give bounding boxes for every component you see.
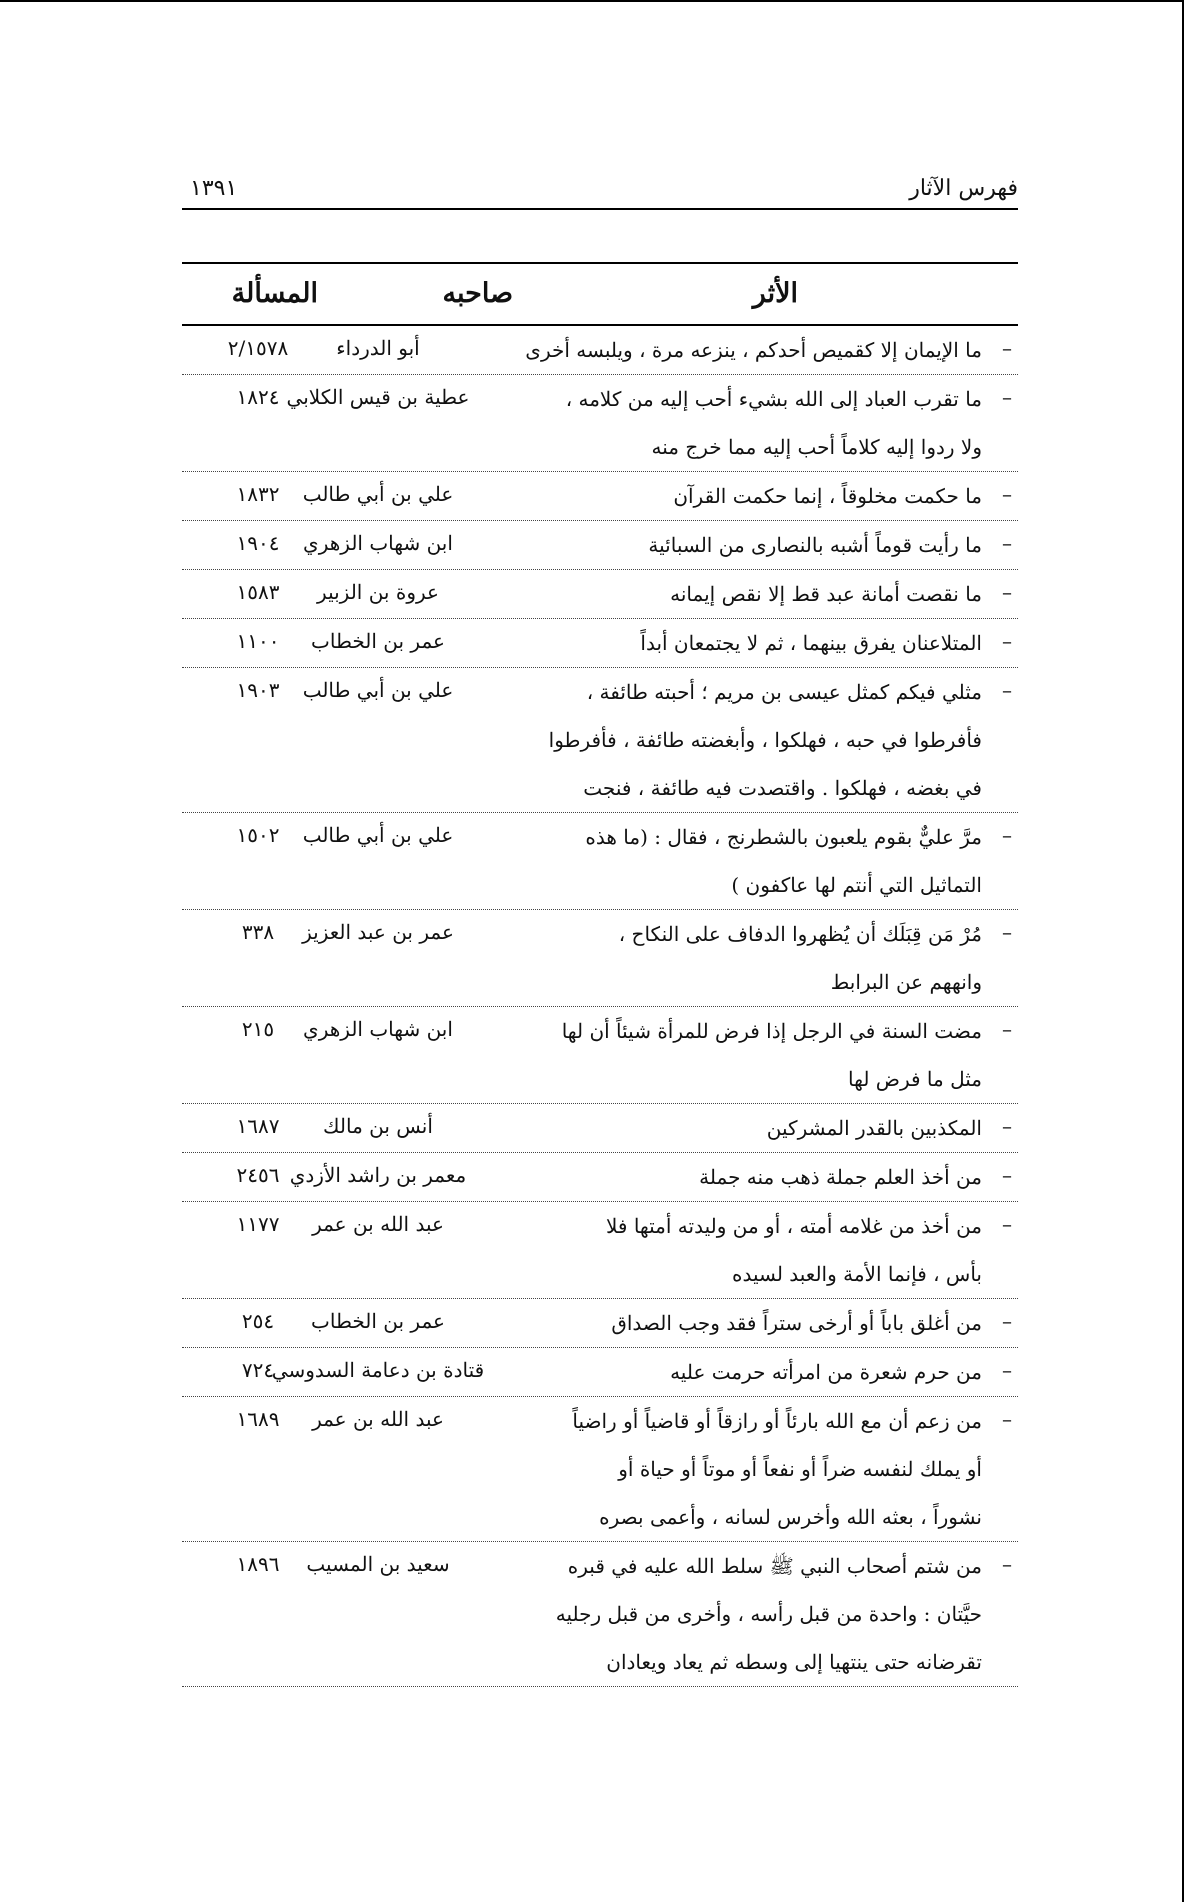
- row-bullet-dash: –: [1002, 678, 1012, 702]
- sahib-cell: علي بن أبي طالب: [302, 823, 454, 847]
- masala-cell: ٧٢٤: [241, 1358, 275, 1382]
- row-bullet-dash: –: [1002, 920, 1012, 944]
- sahib-cell: ابن شهاب الزهري: [303, 531, 453, 555]
- page-number: ١٣٩١: [190, 176, 238, 201]
- table-body: [182, 326, 1018, 1687]
- table-row: [182, 1104, 1018, 1153]
- athar-text: [562, 619, 982, 667]
- athar-text-line: التماثيل التي أنتم لها عاكفون ): [731, 873, 982, 897]
- sahib-cell: ابن شهاب الزهري: [303, 1017, 453, 1041]
- athar-text-line: فأفرطوا في حبه ، فهلكوا ، وأبغضته طائفة ، فأفرطوا: [548, 728, 982, 752]
- table-row: [182, 375, 1018, 472]
- athar-text-line: نشوراً ، بعثه الله وأخرس لسانه ، وأعمى بصره: [599, 1505, 982, 1529]
- athar-text-line: مثلي فيكم كمثل عيسى بن مريم ؛ أحبته طائفة ،: [586, 680, 982, 704]
- sahib-cell: قتادة بن دعامة السدوسي: [271, 1358, 485, 1382]
- athar-text-line: ولا ردوا إليه كلاماً أحب إليه مما خرج منه: [651, 435, 982, 459]
- table-row: [182, 1397, 1018, 1542]
- sahib-cell: عمر بن الخطاب: [311, 1309, 445, 1333]
- athar-text-line: المتلاعنان يفرق بينهما ، ثم لا يجتمعان أبداً: [640, 631, 982, 655]
- masala-cell: ٢٤٥٦: [236, 1163, 280, 1187]
- masala-cell: ١٨٩٦: [236, 1552, 280, 1576]
- athar-text-line: من أخذ من غلامه أمته ، أو من وليدته أمتها فلا: [605, 1214, 982, 1238]
- row-bullet-dash: –: [1002, 1309, 1012, 1333]
- table-row: [182, 472, 1018, 521]
- masala-cell: ٢١٥: [241, 1017, 275, 1041]
- sahib-cell: أبو الدرداء: [336, 336, 420, 360]
- table-row: [182, 619, 1018, 668]
- sahib-cell: علي بن أبي طالب: [302, 482, 454, 506]
- athar-text: [548, 668, 982, 812]
- athar-text: [525, 326, 982, 374]
- table-row: [182, 813, 1018, 910]
- row-bullet-dash: –: [1002, 531, 1012, 555]
- masala-cell: ١٥٨٣: [236, 580, 280, 604]
- row-bullet-dash: –: [1002, 482, 1012, 506]
- sahib-cell: عطية بن قيس الكلابي: [286, 385, 470, 409]
- athar-text-line: أو يملك لنفسه ضراً أو نفعاً أو موتاً أو حياة أو: [618, 1457, 982, 1481]
- table-row: [182, 1153, 1018, 1202]
- athar-text-line: حيَّتان : واحدة من قبل رأسه ، وأخرى من قبل رجليه: [555, 1602, 982, 1626]
- row-bullet-dash: –: [1002, 823, 1012, 847]
- athar-text: [562, 1007, 982, 1103]
- athar-text: [562, 1153, 982, 1201]
- row-bullet-dash: –: [1002, 336, 1012, 360]
- athar-text: [562, 1348, 982, 1396]
- row-bullet-dash: –: [1002, 629, 1012, 653]
- table-row: [182, 326, 1018, 375]
- masala-cell: ١٦٨٩: [236, 1407, 280, 1431]
- table-row: [182, 521, 1018, 570]
- sahib-cell: عمر بن الخطاب: [311, 629, 445, 653]
- athar-text-line: مضت السنة في الرجل إذا فرض للمرأة شيئاً أن لها: [561, 1019, 982, 1043]
- athar-text-line: مرَّ عليٌّ بقوم يلعبون بالشطرنج ، فقال : (ما هذه: [585, 825, 982, 849]
- masala-cell: ٢/١٥٧٨: [227, 336, 289, 360]
- athar-text-line: مثل ما فرض لها: [848, 1067, 982, 1091]
- athar-text: [562, 570, 982, 618]
- table-header: [182, 262, 1018, 326]
- table-row: [182, 1299, 1018, 1348]
- athar-text-line: من أخذ العلم جملة ذهب منه جملة: [699, 1165, 982, 1189]
- sahib-cell: سعيد بن المسيب: [306, 1552, 450, 1576]
- masala-cell: ١٦٨٧: [236, 1114, 280, 1138]
- column-header-sahib: صاحبه: [442, 278, 513, 309]
- masala-cell: ١١٧٧: [236, 1212, 280, 1236]
- athar-text: [562, 375, 982, 471]
- athar-text-line: ما تقرب العباد إلى الله بشيء أحب إليه من كلامه ،: [565, 387, 982, 411]
- athar-text: [562, 1299, 982, 1347]
- table-row: [182, 1348, 1018, 1397]
- athar-text-line: ما نقصت أمانة عبد قط إلا نقص إيمانه: [670, 582, 982, 606]
- row-bullet-dash: –: [1002, 1358, 1012, 1382]
- scan-top-border: [0, 0, 1184, 2]
- sahib-cell: عروة بن الزبير: [317, 580, 439, 604]
- athar-text-line: ما حكمت مخلوقاً ، إنما حكمت القرآن: [673, 484, 982, 508]
- index-table: [182, 262, 1018, 1687]
- row-bullet-dash: –: [1002, 580, 1012, 604]
- masala-cell: ١٨٢٤: [236, 385, 280, 409]
- athar-text-line: من أغلق باباً أو أرخى ستراً فقد وجب الصداق: [611, 1311, 982, 1335]
- athar-text-line: المكذبين بالقدر المشركين: [766, 1116, 982, 1140]
- row-bullet-dash: –: [1002, 385, 1012, 409]
- column-header-masala: المسألة: [231, 278, 318, 309]
- running-title: فهرس الآثار: [909, 176, 1018, 201]
- header-rule: [182, 208, 1018, 210]
- athar-text: [562, 521, 982, 569]
- table-row: [182, 668, 1018, 813]
- row-bullet-dash: –: [1002, 1552, 1012, 1576]
- athar-text: [555, 1542, 982, 1686]
- page-header: [182, 170, 1018, 210]
- masala-cell: ١١٠٠: [236, 629, 280, 653]
- athar-text-line: بأس ، فإنما الأمة والعبد لسيده: [731, 1262, 982, 1286]
- masala-cell: ١٩٠٣: [236, 678, 280, 702]
- row-bullet-dash: –: [1002, 1017, 1012, 1041]
- table-row: [182, 910, 1018, 1007]
- sahib-cell: عبد الله بن عمر: [312, 1407, 444, 1431]
- row-bullet-dash: –: [1002, 1407, 1012, 1431]
- athar-text-line: في بغضه ، فهلكوا . واقتصدت فيه طائفة ، فنجت: [583, 776, 982, 800]
- masala-cell: ٣٣٨: [241, 920, 275, 944]
- athar-text: [562, 1104, 982, 1152]
- sahib-cell: علي بن أبي طالب: [302, 678, 454, 702]
- athar-text-line: من شتم أصحاب النبي ﷺ سلط الله عليه في قبره: [567, 1554, 982, 1578]
- row-bullet-dash: –: [1002, 1212, 1012, 1236]
- athar-text-line: ما الإيمان إلا كقميص أحدكم ، ينزعه مرة ، ويلبسه أخرى: [525, 338, 982, 362]
- masala-cell: ١٥٠٢: [236, 823, 280, 847]
- column-header-athar: الأثر: [752, 278, 798, 309]
- athar-text: [562, 1202, 982, 1298]
- sahib-cell: أنس بن مالك: [323, 1114, 433, 1138]
- athar-text-line: وانههم عن البرابط: [830, 970, 982, 994]
- athar-text: [562, 813, 982, 909]
- athar-text-line: ما رأيت قوماً أشبه بالنصارى من السبائية: [648, 533, 982, 557]
- row-bullet-dash: –: [1002, 1114, 1012, 1138]
- sahib-cell: عبد الله بن عمر: [312, 1212, 444, 1236]
- row-bullet-dash: –: [1002, 1163, 1012, 1187]
- athar-text-line: مُرْ مَن قِبَلَك أن يُظهروا الدفاف على النكاح ،: [618, 922, 982, 946]
- table-row: [182, 570, 1018, 619]
- masala-cell: ١٨٣٢: [236, 482, 280, 506]
- athar-text: [562, 472, 982, 520]
- athar-text-line: تقرضانه حتى ينتهيا إلى وسطه ثم يعاد ويعادان: [606, 1650, 982, 1674]
- athar-text-line: من حرم شعرة من امرأته حرمت عليه: [670, 1360, 982, 1384]
- masala-cell: ٢٥٤: [241, 1309, 275, 1333]
- table-row: [182, 1202, 1018, 1299]
- table-row: [182, 1542, 1018, 1687]
- sahib-cell: عمر بن عبد العزيز: [302, 920, 454, 944]
- athar-text-line: من زعم أن مع الله بارئاً أو رازقاً أو قاضياً أو راضياً: [572, 1409, 982, 1433]
- sahib-cell: معمر بن راشد الأزدي: [289, 1163, 467, 1187]
- athar-text: [562, 1397, 982, 1541]
- athar-text: [562, 910, 982, 1006]
- masala-cell: ١٩٠٤: [236, 531, 280, 555]
- table-row: [182, 1007, 1018, 1104]
